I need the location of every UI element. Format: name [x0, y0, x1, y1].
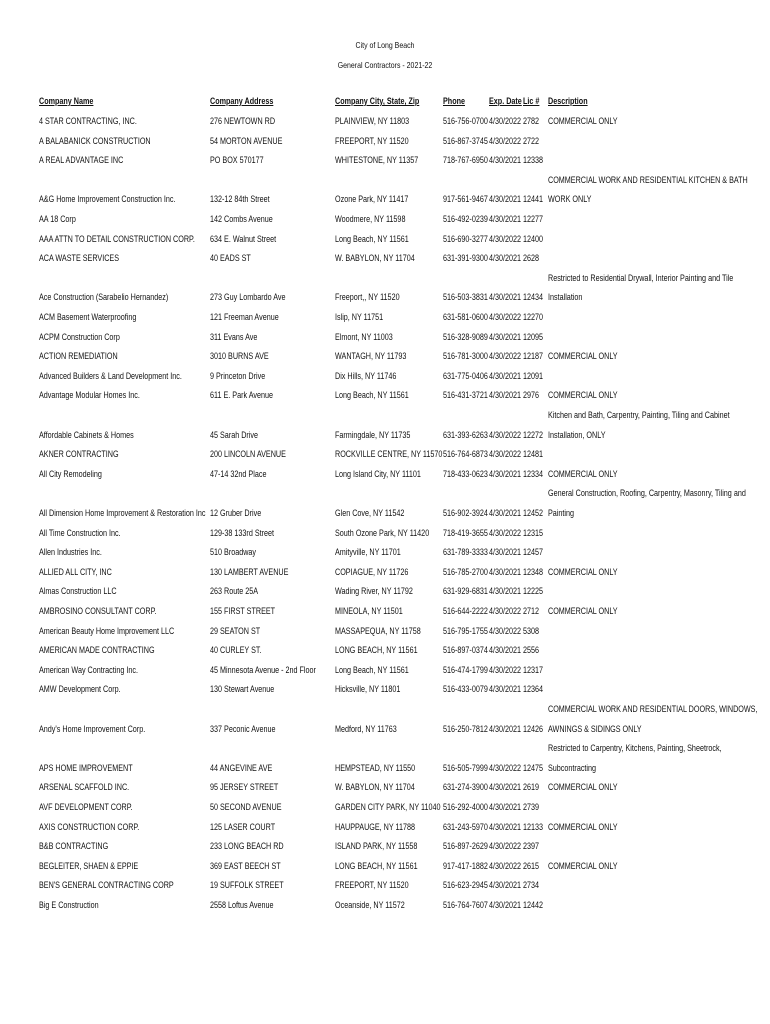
row-company-name: BEN'S GENERAL CONTRACTING CORP	[39, 880, 174, 891]
row-company-address: 95 JERSEY STREET	[210, 782, 279, 793]
row-lic: 12475	[523, 762, 544, 773]
row-company-city: ISLAND PARK, NY 11558	[335, 841, 418, 852]
row-company-name: ACA WASTE SERVICES	[39, 253, 120, 264]
row-lic: 12187	[523, 351, 544, 362]
row-phone: 516-505-7999	[443, 762, 488, 773]
row-company-city: Dix Hills, NY 11746	[335, 370, 397, 381]
description-line: Restricted to Residential Drywall, Interior Painting and Tile	[548, 272, 734, 283]
row-company-city: Wading River, NY 11792	[335, 586, 413, 597]
row-company-name: AAA ATTN TO DETAIL CONSTRUCTION CORP.	[39, 233, 195, 244]
row-description: COMMERCIAL ONLY	[548, 468, 618, 479]
row-lic: 12225	[523, 586, 544, 597]
row-phone: 631-581-0600	[443, 312, 488, 322]
row-company-name: All Time Construction Inc.	[39, 527, 121, 538]
row-phone: 631-274-3900	[443, 782, 488, 793]
row-company-city: WHITESTONE, NY 11357	[335, 155, 419, 166]
row-lic: 12434	[523, 292, 544, 303]
row-company-address: 611 E. Park Avenue	[210, 390, 273, 401]
row-company-city: WANTAGH, NY 11793	[335, 351, 407, 362]
row-company-name: ARSENAL SCAFFOLD INC.	[39, 782, 130, 793]
row-company-address: 132-12 84th Street	[210, 194, 270, 205]
row-phone: 718-433-0623	[443, 468, 488, 479]
col-phone-header: Phone	[443, 96, 466, 106]
row-phone: 631-929-6831	[443, 586, 488, 597]
row-lic: 2739	[523, 802, 540, 812]
row-lic: 12334	[523, 468, 544, 479]
row-exp-date: 4/30/2021	[489, 390, 522, 401]
row-company-name: Allen Industries Inc.	[39, 547, 102, 558]
row-company-city: Islip, NY 11751	[335, 312, 384, 322]
row-lic: 12400	[523, 233, 544, 244]
row-company-address: 121 Freeman Avenue	[210, 312, 279, 322]
document-title: City of Long Beach	[355, 40, 415, 50]
row-phone: 516-474-1799	[443, 664, 488, 675]
row-exp-date: 4/30/2021	[489, 821, 522, 832]
row-company-name: Almas Construction LLC	[39, 586, 117, 597]
row-company-address: 233 LONG BEACH RD	[210, 841, 284, 852]
row-exp-date: 4/30/2021	[489, 802, 522, 812]
row-company-name: 4 STAR CONTRACTING, INC.	[39, 116, 137, 126]
row-exp-date: 4/30/2021	[489, 214, 522, 224]
col-lic-header: Lic #	[523, 96, 540, 106]
row-company-city: Farmingdale, NY 11735	[335, 429, 411, 440]
row-lic: 2712	[523, 606, 540, 616]
row-exp-date: 4/30/2022	[489, 312, 522, 322]
row-company-name: All City Remodeling	[39, 468, 102, 479]
row-company-name: Affordable Cabinets & Homes	[39, 429, 134, 440]
row-company-city: Oceanside, NY 11572	[335, 900, 405, 910]
col-company-city-header: Company City, State, Zip	[335, 96, 420, 106]
row-company-city: Long Island City, NY 11101	[335, 468, 421, 479]
row-lic: 2628	[523, 253, 540, 264]
row-company-name: AMERICAN MADE CONTRACTING	[39, 645, 155, 656]
row-company-city: MINEOLA, NY 11501	[335, 606, 403, 616]
row-exp-date: 4/30/2021	[489, 684, 522, 695]
row-phone: 516-785-2700	[443, 566, 488, 577]
row-company-city: FREEPORT, NY 11520	[335, 135, 409, 146]
row-company-address: 29 SEATON ST	[210, 625, 261, 636]
row-company-address: 45 Sarah Drive	[210, 429, 259, 440]
row-description: Painting	[548, 508, 575, 518]
row-description: COMMERCIAL ONLY	[548, 566, 618, 577]
description-line: Kitchen and Bath, Carpentry, Painting, Tiling and Cabinet	[548, 410, 730, 420]
row-company-address: 200 LINCOLN AVENUE	[210, 449, 286, 460]
row-company-name: American Beauty Home Improvement LLC	[39, 625, 175, 636]
row-company-name: A BALABANICK CONSTRUCTION	[39, 135, 151, 146]
row-company-address: 311 Evans Ave	[210, 331, 258, 342]
row-exp-date: 4/30/2021	[489, 723, 522, 734]
row-company-address: 3010 BURNS AVE	[210, 351, 269, 362]
row-phone: 516-795-1755	[443, 625, 488, 636]
row-exp-date: 4/30/2022	[489, 606, 522, 616]
row-company-city: COPIAGUE, NY 11726	[335, 566, 409, 577]
row-company-name: B&B CONTRACTING	[39, 841, 109, 852]
row-lic: 2782	[523, 116, 540, 126]
row-description: COMMERCIAL ONLY	[548, 116, 618, 126]
row-lic: 2619	[523, 782, 540, 793]
col-exp-date-header: Exp. Date	[489, 96, 522, 106]
row-phone: 516-902-3924	[443, 508, 488, 518]
row-exp-date: 4/30/2022	[489, 664, 522, 675]
row-phone: 718-767-6950	[443, 155, 488, 166]
row-company-address: 125 LASER COURT	[210, 821, 276, 832]
row-exp-date: 4/30/2021	[489, 586, 522, 597]
description-line: COMMERCIAL WORK AND RESIDENTIAL KITCHEN & BATH	[548, 174, 748, 185]
row-exp-date: 4/30/2022	[489, 135, 522, 146]
row-phone: 917-561-9467	[443, 194, 488, 205]
row-phone: 516-764-7607	[443, 900, 488, 910]
row-lic: 12272	[523, 429, 544, 440]
row-company-name: AXIS CONSTRUCTION CORP.	[39, 821, 140, 832]
row-lic: 5308	[523, 625, 540, 636]
col-company-name-header: Company Name	[39, 96, 94, 106]
row-phone: 631-391-9300	[443, 253, 488, 264]
row-exp-date: 4/30/2021	[489, 782, 522, 793]
row-company-name: Advanced Builders & Land Development Inc.	[39, 370, 182, 381]
row-description: COMMERCIAL ONLY	[548, 821, 618, 832]
row-company-name: ACM Basement Waterproofing	[39, 312, 137, 322]
row-company-city: FREEPORT, NY 11520	[335, 880, 409, 891]
row-company-address: 40 EADS ST	[210, 253, 251, 264]
row-company-address: 155 FIRST STREET	[210, 606, 276, 616]
row-exp-date: 4/30/2021	[489, 331, 522, 342]
row-company-address: 45 Minnesota Avenue - 2nd Floor	[210, 664, 316, 675]
row-company-city: PLAINVIEW, NY 11803	[335, 116, 410, 126]
row-company-address: 54 MORTON AVENUE	[210, 135, 283, 146]
row-phone: 516-756-0700	[443, 116, 488, 126]
col-company-address-header: Company Address	[210, 96, 274, 106]
row-phone: 516-764-6873	[443, 449, 488, 460]
row-company-city: Ozone Park, NY 11417	[335, 194, 409, 205]
row-exp-date: 4/30/2021	[489, 900, 522, 910]
row-company-city: HAUPPAUGE, NY 11788	[335, 821, 416, 832]
row-lic: 12426	[523, 723, 544, 734]
row-company-city: Glen Cove, NY 11542	[335, 508, 405, 518]
row-exp-date: 4/30/2021	[489, 880, 522, 891]
row-company-city: Freeport,, NY 11520	[335, 292, 400, 303]
row-lic: 12277	[523, 214, 544, 224]
row-description: Installation, ONLY	[548, 429, 606, 440]
row-company-address: 50 SECOND AVENUE	[210, 802, 282, 812]
row-lic: 12364	[523, 684, 544, 695]
row-exp-date: 4/30/2022	[489, 625, 522, 636]
row-phone: 516-644-2222	[443, 606, 488, 616]
row-company-name: Ace Construction (Sarabelio Hernandez)	[39, 292, 169, 303]
row-lic: 12441	[523, 194, 544, 205]
row-exp-date: 4/30/2021	[489, 566, 522, 577]
row-company-name: All Dimension Home Improvement & Restoration Inc	[39, 508, 206, 518]
col-description-header: Description	[548, 96, 588, 106]
row-company-city: LONG BEACH, NY 11561	[335, 860, 418, 871]
row-lic: 12133	[523, 821, 544, 832]
row-lic: 12452	[523, 508, 544, 518]
row-lic: 12442	[523, 900, 544, 910]
row-company-address: 129-38 133rd Street	[210, 527, 275, 538]
row-company-address: 2558 Loftus Avenue	[210, 900, 274, 910]
row-exp-date: 4/30/2022	[489, 860, 522, 871]
row-company-name: AKNER CONTRACTING	[39, 449, 119, 460]
row-company-city: MASSAPEQUA, NY 11758	[335, 625, 421, 636]
row-company-city: Long Beach, NY 11561	[335, 664, 409, 675]
row-description: AWNINGS & SIDINGS ONLY	[548, 723, 642, 734]
row-lic: 12317	[523, 664, 544, 675]
row-phone: 516-867-3745	[443, 135, 488, 146]
row-company-address: 142 Combs Avenue	[210, 214, 273, 224]
row-company-name: AVF DEVELOPMENT CORP.	[39, 802, 133, 812]
row-company-city: LONG BEACH, NY 11561	[335, 645, 418, 656]
row-description: Installation	[548, 292, 583, 303]
row-lic: 2556	[523, 645, 540, 656]
row-description: COMMERCIAL ONLY	[548, 351, 618, 362]
row-company-city: Amityville, NY 11701	[335, 547, 401, 558]
description-line: Restricted to Carpentry, Kitchens, Painting, Sheetrock,	[548, 743, 722, 754]
row-phone: 516-328-9089	[443, 331, 488, 342]
row-exp-date: 4/30/2022	[489, 351, 522, 362]
row-exp-date: 4/30/2021	[489, 547, 522, 558]
row-company-address: 40 CURLEY ST.	[210, 645, 262, 656]
row-company-city: ROCKVILLE CENTRE, NY 11570	[335, 449, 443, 460]
row-company-city: W. BABYLON, NY 11704	[335, 253, 415, 264]
row-company-name: Andy's Home Improvement Corp.	[39, 723, 146, 734]
row-description: COMMERCIAL ONLY	[548, 860, 618, 871]
row-phone: 631-243-5970	[443, 821, 488, 832]
row-phone: 631-789-3333	[443, 547, 488, 558]
row-phone: 516-897-0374	[443, 645, 488, 656]
row-company-name: ACPM Construction Corp	[39, 331, 120, 342]
row-company-name: AMW Development Corp.	[39, 684, 121, 695]
row-company-city: Elmont, NY 11003	[335, 331, 393, 342]
row-company-address: 369 EAST BEECH ST	[210, 860, 281, 871]
row-company-name: ACTION REMEDIATION	[39, 351, 118, 362]
row-lic: 12095	[523, 331, 544, 342]
row-company-name: Big E Construction	[39, 900, 99, 910]
row-company-address: 130 LAMBERT AVENUE	[210, 566, 289, 577]
row-company-address: 510 Broadway	[210, 547, 257, 558]
row-company-name: APS HOME IMPROVEMENT	[39, 762, 133, 773]
row-company-city: Hicksville, NY 11801	[335, 684, 401, 695]
row-company-address: 130 Stewart Avenue	[210, 684, 275, 695]
row-exp-date: 4/30/2022	[489, 527, 522, 538]
row-company-name: Advantage Modular Homes Inc.	[39, 390, 140, 401]
row-phone: 516-431-3721	[443, 390, 488, 401]
row-exp-date: 4/30/2021	[489, 194, 522, 205]
row-exp-date: 4/30/2022	[489, 841, 522, 852]
row-lic: 12091	[523, 370, 544, 381]
row-exp-date: 4/30/2022	[489, 449, 522, 460]
row-company-address: 19 SUFFOLK STREET	[210, 880, 284, 891]
row-company-name: ALLIED ALL CITY, INC	[39, 566, 112, 577]
row-exp-date: 4/30/2022	[489, 429, 522, 440]
row-description: WORK ONLY	[548, 194, 592, 205]
row-exp-date: 4/30/2021	[489, 370, 522, 381]
row-phone: 516-433-0079	[443, 684, 488, 695]
row-exp-date: 4/30/2022	[489, 762, 522, 773]
row-company-address: 263 Route 25A	[210, 586, 259, 597]
description-line: COMMERCIAL WORK AND RESIDENTIAL DOORS, WINDOWS,	[548, 704, 758, 714]
row-phone: 516-623-2945	[443, 880, 488, 891]
row-phone: 516-492-0239	[443, 214, 488, 224]
row-exp-date: 4/30/2021	[489, 508, 522, 518]
row-description: COMMERCIAL ONLY	[548, 390, 618, 401]
row-company-name: AA 18 Corp	[39, 214, 76, 224]
row-company-city: Long Beach, NY 11561	[335, 390, 409, 401]
description-line: General Construction, Roofing, Carpentry, Masonry, Tiling and	[548, 488, 746, 499]
row-company-address: 276 NEWTOWN RD	[210, 116, 276, 126]
row-lic: 2397	[523, 841, 540, 852]
row-company-address: 9 Princeton Drive	[210, 370, 266, 381]
row-exp-date: 4/30/2021	[489, 155, 522, 166]
row-phone: 516-690-3277	[443, 233, 488, 244]
row-lic: 12481	[523, 449, 544, 460]
row-lic: 12315	[523, 527, 544, 538]
row-phone: 631-393-6263	[443, 429, 488, 440]
row-phone: 516-781-3000	[443, 351, 488, 362]
row-exp-date: 4/30/2021	[489, 292, 522, 303]
row-company-name: A REAL ADVANTAGE INC	[39, 155, 124, 166]
row-description: COMMERCIAL ONLY	[548, 782, 618, 793]
row-exp-date: 4/30/2021	[489, 253, 522, 264]
row-lic: 2976	[523, 390, 540, 401]
row-company-address: 44 ANGEVINE AVE	[210, 762, 273, 773]
document-subtitle: General Contractors - 2021-22	[337, 60, 433, 70]
row-company-city: GARDEN CITY PARK, NY 11040	[335, 802, 441, 812]
row-company-city: HEMPSTEAD, NY 11550	[335, 762, 416, 773]
row-phone: 718-419-3655	[443, 527, 488, 538]
row-phone: 516-503-3831	[443, 292, 488, 303]
row-lic: 12338	[523, 155, 544, 166]
row-lic: 2615	[523, 860, 540, 871]
row-company-address: 273 Guy Lombardo Ave	[210, 292, 286, 303]
row-company-city: Woodmere, NY 11598	[335, 214, 406, 224]
row-company-address: 634 E. Walnut Street	[210, 233, 277, 244]
row-lic: 2734	[523, 880, 540, 891]
row-lic: 2722	[523, 135, 540, 146]
row-description: Subcontracting	[548, 762, 597, 773]
row-company-city: W. BABYLON, NY 11704	[335, 782, 415, 793]
row-company-name: BEGLEITER, SHAEN & EPPIE	[39, 860, 139, 871]
row-phone: 631-775-0406	[443, 370, 488, 381]
row-company-city: Medford, NY 11763	[335, 723, 397, 734]
row-exp-date: 4/30/2021	[489, 645, 522, 656]
row-lic: 12457	[523, 547, 544, 558]
row-description: COMMERCIAL ONLY	[548, 606, 618, 616]
row-company-city: South Ozone Park, NY 11420	[335, 527, 430, 538]
row-exp-date: 4/30/2021	[489, 468, 522, 479]
row-company-name: A&G Home Improvement Construction Inc.	[39, 194, 176, 205]
row-company-address: 337 Peconic Avenue	[210, 723, 276, 734]
row-company-city: Long Beach, NY 11561	[335, 233, 409, 244]
row-exp-date: 4/30/2022	[489, 116, 522, 126]
row-company-name: American Way Contracting Inc.	[39, 664, 138, 675]
row-company-address: 47-14 32nd Place	[210, 468, 267, 479]
row-phone: 516-292-4000	[443, 802, 488, 812]
row-exp-date: 4/30/2022	[489, 233, 522, 244]
row-phone: 516-897-2629	[443, 841, 488, 852]
row-company-name: AMBROSINO CONSULTANT CORP.	[39, 606, 157, 616]
row-phone: 917-417-1882	[443, 860, 488, 871]
row-company-address: 12 Gruber Drive	[210, 508, 262, 518]
row-lic: 12270	[523, 312, 544, 322]
row-company-address: PO BOX 570177	[210, 155, 264, 166]
row-lic: 12348	[523, 566, 544, 577]
row-phone: 516-250-7812	[443, 723, 488, 734]
